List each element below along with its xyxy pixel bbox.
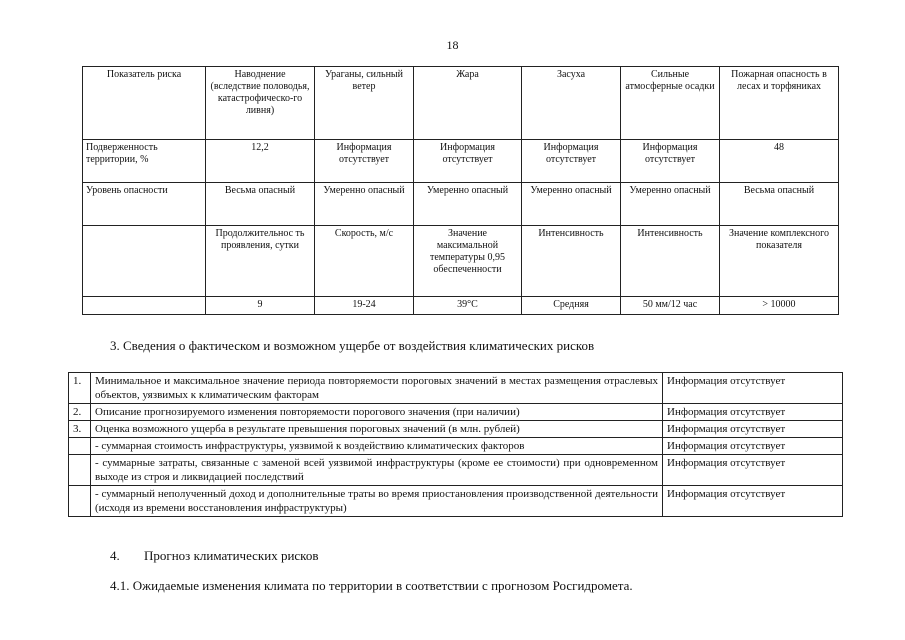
row-number: 3. [69, 421, 91, 438]
section-4-title: Прогноз климатических рисков [144, 548, 319, 563]
table-row [69, 421, 843, 438]
table-cell: Весьма опасный [720, 183, 839, 226]
row-number: 1. [69, 373, 91, 404]
table-cell: 9 [206, 297, 315, 315]
table-cell: Уровень опасности [83, 183, 206, 226]
table-cell: Скорость, м/с [315, 226, 414, 297]
table-row-danger-level [83, 183, 839, 226]
table-row-header [83, 67, 839, 140]
table-cell [83, 297, 206, 315]
table-cell: Показатель риска [83, 67, 206, 140]
table-cell: Интенсивность [621, 226, 720, 297]
table-cell: Подверженность территории, % [83, 140, 206, 183]
section-4-number: 4. [110, 548, 120, 563]
table-cell: Продолжительнос ть проявления, сутки [206, 226, 315, 297]
table-row [69, 486, 843, 517]
row-description: - суммарные затраты, связанные с заменой всей уязвимой инфраструктуры (кроме ее стоимости) при одновременном выходе из строя и ликвидацией последствий [91, 455, 663, 486]
row-status: Информация отсутствует [663, 438, 843, 455]
risk-indicators-table [82, 66, 839, 315]
table-cell: 48 [720, 140, 839, 183]
table-cell: > 10000 [720, 297, 839, 315]
table-row-values [83, 297, 839, 315]
table-cell: Засуха [522, 67, 621, 140]
row-status: Информация отсутствует [663, 486, 843, 517]
table-cell: Значение максимальной температуры 0,95 обеспеченности [414, 226, 522, 297]
table-cell: 39°С [414, 297, 522, 315]
table-cell: Весьма опасный [206, 183, 315, 226]
table-cell: Ураганы, сильный ветер [315, 67, 414, 140]
table-cell: Умеренно опасный [621, 183, 720, 226]
table-cell: Интенсивность [522, 226, 621, 297]
table-cell: Средняя [522, 297, 621, 315]
subsection-4-1-text: 4.1. Ожидаемые изменения климата по территории в соответствии с прогнозом Росгидромета. [110, 578, 633, 593]
table-row-exposure [83, 140, 839, 183]
table-cell: Информация отсутствует [522, 140, 621, 183]
row-description: - суммарный неполученный доход и дополнительные траты во время приостановления производственной деятельности (исходя из времени восстановления инфраструктуры) [91, 486, 663, 517]
table-cell: Информация отсутствует [621, 140, 720, 183]
table-cell: 19-24 [315, 297, 414, 315]
table-row [69, 455, 843, 486]
table-cell: Умеренно опасный [315, 183, 414, 226]
row-number [69, 486, 91, 517]
table-cell: 50 мм/12 час [621, 297, 720, 315]
row-number [69, 455, 91, 486]
table-cell: Информация отсутствует [414, 140, 522, 183]
row-description: Оценка возможного ущерба в результате превышения пороговых значений (в млн. рублей) [91, 421, 663, 438]
row-status: Информация отсутствует [663, 455, 843, 486]
row-status: Информация отсутствует [663, 404, 843, 421]
table-row [69, 438, 843, 455]
row-description: Минимальное и максимальное значение периода повторяемости пороговых значений в местах размещения отраслевых объектов, уязвимых к климатическим факторам [91, 373, 663, 404]
row-description: Описание прогнозируемого изменения повторяемости порогового значения (при наличии) [91, 404, 663, 421]
section-4-heading [110, 548, 318, 564]
table-cell: 12,2 [206, 140, 315, 183]
damage-info-table [68, 372, 843, 517]
table-cell: Сильные атмосферные осадки [621, 67, 720, 140]
row-description: - суммарная стоимость инфраструктуры, уязвимой к воздействию климатических факторов [91, 438, 663, 455]
table-row-measure [83, 226, 839, 297]
row-number: 2. [69, 404, 91, 421]
table-row [69, 373, 843, 404]
row-status: Информация отсутствует [663, 373, 843, 404]
row-number [69, 438, 91, 455]
table-cell: Информация отсутствует [315, 140, 414, 183]
table-row [69, 404, 843, 421]
table-cell: Наводнение (вследствие половодья, катастрофическо-го ливня) [206, 67, 315, 140]
row-status: Информация отсутствует [663, 421, 843, 438]
table-cell: Пожарная опасность в лесах и торфяниках [720, 67, 839, 140]
page-number: 18 [446, 38, 459, 52]
section-3-heading: 3. Сведения о фактическом и возможном ущербе от воздействия климатических рисков [110, 338, 595, 353]
table-cell [83, 226, 206, 297]
table-cell: Значение комплексного показателя [720, 226, 839, 297]
table-cell: Умеренно опасный [414, 183, 522, 226]
table-cell: Жара [414, 67, 522, 140]
table-cell: Умеренно опасный [522, 183, 621, 226]
